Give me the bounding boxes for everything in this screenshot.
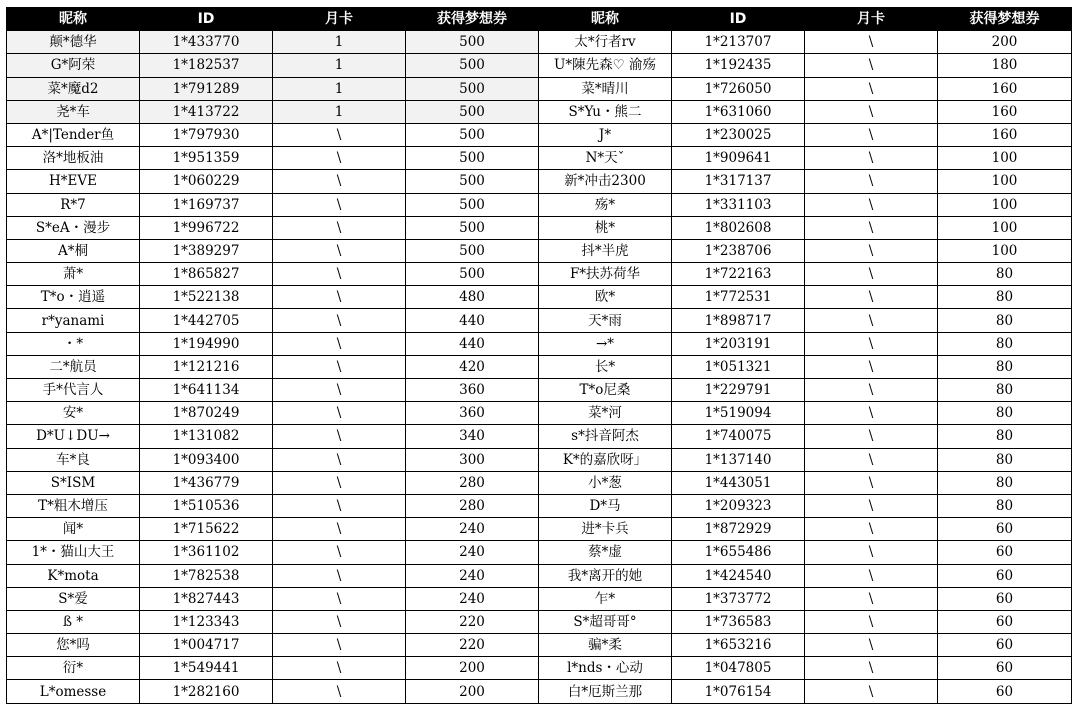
table-row (7, 610, 1072, 633)
id-cell: 1*898717 (672, 309, 805, 332)
id-cell: 1*093400 (140, 448, 273, 471)
nickname-cell: A*桐 (7, 239, 140, 262)
dream-tickets-cell: 480 (406, 286, 539, 309)
monthly-card-cell: \ (273, 123, 406, 146)
table-row (7, 54, 1072, 77)
id-cell: 1*870249 (140, 402, 273, 425)
monthly-card-cell: 1 (273, 31, 406, 54)
table-row (7, 100, 1072, 123)
table-row (7, 541, 1072, 564)
monthly-card-cell: \ (273, 239, 406, 262)
dream-tickets-cell: 200 (406, 657, 539, 680)
nickname-cell: D*U↓DU→ (7, 425, 140, 448)
reward-table (6, 7, 1072, 704)
dream-tickets-cell: 500 (406, 147, 539, 170)
id-cell: 1*631060 (672, 100, 805, 123)
dream-tickets-cell: 160 (938, 77, 1072, 100)
monthly-card-cell: \ (273, 332, 406, 355)
id-cell: 1*722163 (672, 263, 805, 286)
id-cell: 1*004717 (140, 634, 273, 657)
monthly-card-cell: \ (805, 123, 938, 146)
monthly-card-cell: \ (273, 263, 406, 286)
id-cell: 1*051321 (672, 355, 805, 378)
monthly-card-cell: \ (805, 425, 938, 448)
id-cell: 1*047805 (672, 657, 805, 680)
nickname-cell: 衍* (7, 657, 140, 680)
dream-tickets-cell: 300 (406, 448, 539, 471)
monthly-card-cell: \ (805, 541, 938, 564)
nickname-cell: K*mota (7, 564, 140, 587)
nickname-cell: H*EVE (7, 170, 140, 193)
nickname-cell: 闻* (7, 518, 140, 541)
id-cell: 1*192435 (672, 54, 805, 77)
nickname-cell: S*爱 (7, 587, 140, 610)
id-cell: 1*123343 (140, 610, 273, 633)
monthly-card-cell: 1 (273, 77, 406, 100)
monthly-card-cell: \ (805, 471, 938, 494)
nickname-cell: 白*厄斯兰那 (539, 680, 672, 703)
monthly-card-cell: \ (273, 657, 406, 680)
monthly-card-cell: \ (805, 216, 938, 239)
table-row (7, 170, 1072, 193)
table-row (7, 402, 1072, 425)
dream-tickets-cell: 180 (938, 54, 1072, 77)
monthly-card-cell: \ (805, 448, 938, 471)
id-cell: 1*865827 (140, 263, 273, 286)
nickname-cell: S*超哥哥° (539, 610, 672, 633)
nickname-cell: 我*离开的她 (539, 564, 672, 587)
monthly-card-cell: \ (273, 170, 406, 193)
dream-tickets-cell: 240 (406, 518, 539, 541)
table-row (7, 379, 1072, 402)
table-row (7, 634, 1072, 657)
id-cell: 1*791289 (140, 77, 273, 100)
dream-tickets-cell: 280 (406, 494, 539, 517)
id-cell: 1*424540 (672, 564, 805, 587)
id-cell: 1*238706 (672, 239, 805, 262)
dream-tickets-cell: 100 (938, 216, 1072, 239)
id-cell: 1*137140 (672, 448, 805, 471)
nickname-cell: 您*吗 (7, 634, 140, 657)
table-row (7, 216, 1072, 239)
dream-tickets-cell: 500 (406, 193, 539, 216)
id-cell: 1*413722 (140, 100, 273, 123)
id-cell: 1*996722 (140, 216, 273, 239)
monthly-card-cell: \ (273, 448, 406, 471)
id-cell: 1*169737 (140, 193, 273, 216)
monthly-card-cell: \ (805, 263, 938, 286)
monthly-card-cell: \ (273, 634, 406, 657)
id-cell: 1*653216 (672, 634, 805, 657)
dream-tickets-cell: 80 (938, 286, 1072, 309)
nickname-cell: J* (539, 123, 672, 146)
table-row (7, 309, 1072, 332)
dream-tickets-cell: 500 (406, 263, 539, 286)
table-row (7, 147, 1072, 170)
monthly-card-cell: \ (805, 100, 938, 123)
monthly-card-cell: \ (805, 680, 938, 703)
dream-tickets-cell: 440 (406, 332, 539, 355)
monthly-card-cell: \ (273, 216, 406, 239)
nickname-cell: T*粗木增压 (7, 494, 140, 517)
id-cell: 1*802608 (672, 216, 805, 239)
monthly-card-cell: \ (273, 587, 406, 610)
dream-tickets-cell: 420 (406, 355, 539, 378)
nickname-cell: F*扶苏荷华 (539, 263, 672, 286)
dream-tickets-cell: 360 (406, 402, 539, 425)
id-cell: 1*443051 (672, 471, 805, 494)
monthly-card-cell: \ (805, 170, 938, 193)
monthly-card-cell: \ (805, 564, 938, 587)
dream-tickets-cell: 220 (406, 610, 539, 633)
nickname-cell: N*天ˇ (539, 147, 672, 170)
id-cell: 1*797930 (140, 123, 273, 146)
monthly-card-cell: \ (805, 634, 938, 657)
dream-tickets-cell: 200 (938, 31, 1072, 54)
dream-tickets-cell: 160 (938, 123, 1072, 146)
nickname-cell: 天*雨 (539, 309, 672, 332)
nickname-cell: 菜*河 (539, 402, 672, 425)
id-cell: 1*827443 (140, 587, 273, 610)
nickname-cell: s*抖音阿杰 (539, 425, 672, 448)
id-cell: 1*510536 (140, 494, 273, 517)
table-row (7, 286, 1072, 309)
monthly-card-cell: \ (805, 31, 938, 54)
monthly-card-cell: \ (273, 193, 406, 216)
nickname-cell: 乍* (539, 587, 672, 610)
monthly-card-cell: \ (273, 147, 406, 170)
nickname-cell: T*o・逍遥 (7, 286, 140, 309)
dream-tickets-cell: 500 (406, 77, 539, 100)
table-row (7, 355, 1072, 378)
nickname-cell: ・* (7, 332, 140, 355)
monthly-card-cell: \ (273, 564, 406, 587)
id-cell: 1*121216 (140, 355, 273, 378)
dream-tickets-cell: 100 (938, 147, 1072, 170)
dream-tickets-cell: 60 (938, 518, 1072, 541)
id-cell: 1*782538 (140, 564, 273, 587)
dream-tickets-cell: 80 (938, 355, 1072, 378)
nickname-cell: S*Yu・熊二 (539, 100, 672, 123)
table-row (7, 564, 1072, 587)
monthly-card-cell: \ (805, 54, 938, 77)
table-row (7, 448, 1072, 471)
dream-tickets-cell: 80 (938, 332, 1072, 355)
id-cell: 1*317137 (672, 170, 805, 193)
dream-tickets-cell: 100 (938, 239, 1072, 262)
monthly-card-cell: \ (273, 471, 406, 494)
dream-tickets-cell: 100 (938, 170, 1072, 193)
monthly-card-cell: \ (805, 379, 938, 402)
id-cell: 1*209323 (672, 494, 805, 517)
dream-tickets-cell: 500 (406, 216, 539, 239)
header-id: ID (672, 8, 805, 31)
monthly-card-cell: \ (805, 309, 938, 332)
nickname-cell: 萧* (7, 263, 140, 286)
dream-tickets-cell: 280 (406, 471, 539, 494)
dream-tickets-cell: 100 (938, 193, 1072, 216)
dream-tickets-cell: 500 (406, 170, 539, 193)
nickname-cell: 手*代言人 (7, 379, 140, 402)
nickname-cell: A*|Tender鱼 (7, 123, 140, 146)
id-cell: 1*076154 (672, 680, 805, 703)
table-row (7, 680, 1072, 703)
dream-tickets-cell: 200 (406, 680, 539, 703)
nickname-cell: 颠*德华 (7, 31, 140, 54)
nickname-cell: l*nds・心动 (539, 657, 672, 680)
id-cell: 1*331103 (672, 193, 805, 216)
nickname-cell: K*的嘉欣呀」 (539, 448, 672, 471)
dream-tickets-cell: 500 (406, 31, 539, 54)
nickname-cell: 二*航员 (7, 355, 140, 378)
table-row (7, 123, 1072, 146)
dream-tickets-cell: 80 (938, 402, 1072, 425)
dream-tickets-cell: 80 (938, 263, 1072, 286)
header-monthly-card: 月卡 (273, 8, 406, 31)
dream-tickets-cell: 60 (938, 564, 1072, 587)
monthly-card-cell: \ (805, 77, 938, 100)
monthly-card-cell: \ (805, 657, 938, 680)
table-row (7, 239, 1072, 262)
monthly-card-cell: \ (273, 379, 406, 402)
dream-tickets-cell: 240 (406, 541, 539, 564)
dream-tickets-cell: 80 (938, 309, 1072, 332)
header-dream-tickets: 获得梦想券 (938, 8, 1072, 31)
nickname-cell: 太*行者rv (539, 31, 672, 54)
id-cell: 1*282160 (140, 680, 273, 703)
nickname-cell: G*阿荣 (7, 54, 140, 77)
id-cell: 1*182537 (140, 54, 273, 77)
monthly-card-cell: \ (273, 680, 406, 703)
monthly-card-cell: \ (805, 332, 938, 355)
dream-tickets-cell: 340 (406, 425, 539, 448)
nickname-cell: L*omesse (7, 680, 140, 703)
nickname-cell: ß * (7, 610, 140, 633)
id-cell: 1*772531 (672, 286, 805, 309)
nickname-cell: 长* (539, 355, 672, 378)
nickname-cell: 安* (7, 402, 140, 425)
id-cell: 1*194990 (140, 332, 273, 355)
id-cell: 1*230025 (672, 123, 805, 146)
dream-tickets-cell: 60 (938, 680, 1072, 703)
nickname-cell: 抖*半虎 (539, 239, 672, 262)
nickname-cell: 桃* (539, 216, 672, 239)
monthly-card-cell: \ (273, 541, 406, 564)
id-cell: 1*909641 (672, 147, 805, 170)
table-row (7, 332, 1072, 355)
nickname-cell: 1*・猫山大王 (7, 541, 140, 564)
id-cell: 1*726050 (672, 77, 805, 100)
monthly-card-cell: \ (805, 610, 938, 633)
monthly-card-cell: \ (805, 518, 938, 541)
monthly-card-cell: \ (273, 355, 406, 378)
dream-tickets-cell: 80 (938, 471, 1072, 494)
dream-tickets-cell: 500 (406, 100, 539, 123)
id-cell: 1*436779 (140, 471, 273, 494)
dream-tickets-cell: 360 (406, 379, 539, 402)
monthly-card-cell: 1 (273, 100, 406, 123)
id-cell: 1*736583 (672, 610, 805, 633)
nickname-cell: 菜*晴川 (539, 77, 672, 100)
header-dream-tickets: 获得梦想券 (406, 8, 539, 31)
header-nickname: 昵称 (7, 8, 140, 31)
id-cell: 1*361102 (140, 541, 273, 564)
id-cell: 1*373772 (672, 587, 805, 610)
id-cell: 1*655486 (672, 541, 805, 564)
id-cell: 1*641134 (140, 379, 273, 402)
nickname-cell: 尧*车 (7, 100, 140, 123)
dream-tickets-cell: 440 (406, 309, 539, 332)
table-row (7, 587, 1072, 610)
monthly-card-cell: \ (805, 239, 938, 262)
table-row (7, 518, 1072, 541)
monthly-card-cell: \ (273, 309, 406, 332)
monthly-card-cell: \ (805, 147, 938, 170)
id-cell: 1*433770 (140, 31, 273, 54)
nickname-cell: r*yanami (7, 309, 140, 332)
id-cell: 1*740075 (672, 425, 805, 448)
dream-tickets-cell: 240 (406, 564, 539, 587)
id-cell: 1*715622 (140, 518, 273, 541)
dream-tickets-cell: 60 (938, 541, 1072, 564)
nickname-cell: 欧* (539, 286, 672, 309)
nickname-cell: R*7 (7, 193, 140, 216)
id-cell: 1*213707 (672, 31, 805, 54)
dream-tickets-cell: 500 (406, 123, 539, 146)
id-cell: 1*872929 (672, 518, 805, 541)
nickname-cell: 菜*魔d2 (7, 77, 140, 100)
table-row (7, 193, 1072, 216)
nickname-cell: 蔡*虚 (539, 541, 672, 564)
monthly-card-cell: \ (273, 518, 406, 541)
nickname-cell: S*ISM (7, 471, 140, 494)
table-row (7, 263, 1072, 286)
id-cell: 1*951359 (140, 147, 273, 170)
dream-tickets-cell: 160 (938, 100, 1072, 123)
nickname-cell: 骗*柔 (539, 634, 672, 657)
table-row (7, 494, 1072, 517)
dream-tickets-cell: 80 (938, 425, 1072, 448)
monthly-card-cell: \ (273, 494, 406, 517)
table-row (7, 657, 1072, 680)
id-cell: 1*442705 (140, 309, 273, 332)
nickname-cell: 进*卡兵 (539, 518, 672, 541)
dream-tickets-cell: 240 (406, 587, 539, 610)
monthly-card-cell: \ (805, 587, 938, 610)
id-cell: 1*060229 (140, 170, 273, 193)
nickname-cell: U*陳先森♡ 渝殇 (539, 54, 672, 77)
nickname-cell: 殇* (539, 193, 672, 216)
monthly-card-cell: \ (273, 402, 406, 425)
table-row (7, 31, 1072, 54)
dream-tickets-cell: 80 (938, 379, 1072, 402)
header-row (7, 8, 1072, 31)
nickname-cell: T*o尼桑 (539, 379, 672, 402)
nickname-cell: 洛*地板油 (7, 147, 140, 170)
header-id: ID (140, 8, 273, 31)
nickname-cell: S*eA・漫步 (7, 216, 140, 239)
dream-tickets-cell: 80 (938, 448, 1072, 471)
monthly-card-cell: \ (273, 286, 406, 309)
table-row (7, 425, 1072, 448)
monthly-card-cell: 1 (273, 54, 406, 77)
monthly-card-cell: \ (805, 286, 938, 309)
header-monthly-card: 月卡 (805, 8, 938, 31)
dream-tickets-cell: 220 (406, 634, 539, 657)
nickname-cell: 车*良 (7, 448, 140, 471)
dream-tickets-cell: 60 (938, 657, 1072, 680)
id-cell: 1*519094 (672, 402, 805, 425)
id-cell: 1*389297 (140, 239, 273, 262)
id-cell: 1*522138 (140, 286, 273, 309)
monthly-card-cell: \ (805, 494, 938, 517)
dream-tickets-cell: 60 (938, 587, 1072, 610)
nickname-cell: 新*冲击2300 (539, 170, 672, 193)
id-cell: 1*549441 (140, 657, 273, 680)
nickname-cell: D*马 (539, 494, 672, 517)
id-cell: 1*229791 (672, 379, 805, 402)
header-nickname: 昵称 (539, 8, 672, 31)
dream-tickets-cell: 80 (938, 494, 1072, 517)
dream-tickets-cell: 500 (406, 239, 539, 262)
dream-tickets-cell: 500 (406, 54, 539, 77)
monthly-card-cell: \ (805, 355, 938, 378)
table-row (7, 77, 1072, 100)
monthly-card-cell: \ (273, 425, 406, 448)
dream-tickets-cell: 60 (938, 634, 1072, 657)
monthly-card-cell: \ (805, 193, 938, 216)
monthly-card-cell: \ (273, 610, 406, 633)
table-row (7, 471, 1072, 494)
id-cell: 1*203191 (672, 332, 805, 355)
monthly-card-cell: \ (805, 402, 938, 425)
id-cell: 1*131082 (140, 425, 273, 448)
nickname-cell: →* (539, 332, 672, 355)
nickname-cell: 小*葱 (539, 471, 672, 494)
dream-tickets-cell: 60 (938, 610, 1072, 633)
